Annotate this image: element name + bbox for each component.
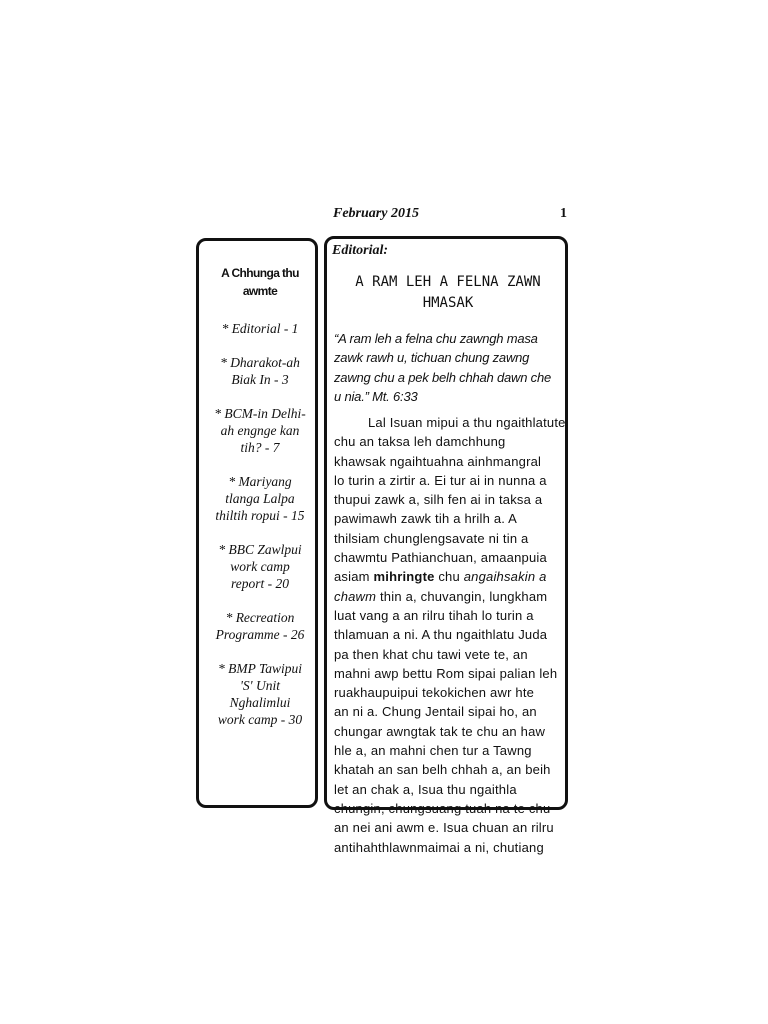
body-line: chungin, chungsuang tuah na te chu: [334, 800, 551, 816]
toc-line: * Dharakot-ah: [220, 355, 300, 370]
editorial-body: [334, 413, 564, 857]
body-line: mahni awp bettu Rom sipai palian leh: [334, 665, 558, 681]
editorial-title-line: A RAM LEH A FELNA ZAWN: [355, 274, 541, 290]
toc-line: tlanga Lalpa: [225, 491, 295, 506]
toc-line: work camp: [230, 559, 290, 574]
toc-line: ah engnge kan: [220, 423, 300, 438]
body-line: hle a, an mahni chen tur a Tawng: [334, 743, 532, 759]
body-line: thilsiam chunglengsavate ni tin a: [334, 530, 529, 546]
body-line: ruakhaupuipui tekokichen awr hte: [334, 685, 535, 701]
body-line: chungar awngtak tak te chu an haw: [334, 723, 546, 739]
toc-item[interactable]: [199, 609, 321, 643]
toc-item[interactable]: [199, 473, 321, 524]
issue-date: February 2015: [333, 206, 419, 221]
body-line: thupui zawk a, silh fen ai in taksa a: [334, 492, 543, 508]
body-line: chu an taksa leh damchhung: [334, 434, 506, 450]
toc-line: * BBC Zawlpui: [218, 542, 302, 557]
toc-line: tih? - 7: [240, 440, 280, 455]
toc-item[interactable]: [199, 541, 321, 592]
body-line: pa then khat chu tawi vete te, an: [334, 646, 528, 662]
body-line: antihahthlawnmaimai a ni, chutiang: [334, 839, 544, 855]
body-line: pawimawh zawk tih a hrilh a. A: [334, 511, 518, 527]
toc-item[interactable]: [199, 354, 321, 388]
toc-line: Biak In - 3: [231, 372, 289, 387]
italic-phrase: angaihsakin a: [463, 569, 547, 585]
body-line: khatah an san belh chhah a, an beih: [334, 762, 551, 778]
editorial-title-line: HMASAK: [422, 295, 474, 311]
toc-item[interactable]: [199, 320, 321, 337]
toc-line: Programme - 26: [215, 627, 305, 642]
body-line: Lal Isuan mipui a thu ngaithlatute: [368, 415, 566, 430]
body-text: thin a, chuvangin, lungkham: [380, 588, 548, 604]
highlighted-word: mihringte: [373, 569, 435, 585]
toc-line: * Mariyang: [228, 474, 292, 489]
body-text: asiam: [334, 569, 370, 585]
contents-heading-line: awmte: [242, 284, 278, 298]
editorial-label: Editorial:: [332, 243, 389, 258]
body-text: chu: [434, 569, 464, 585]
body-line-mixed: [334, 587, 564, 606]
toc-line: report - 20: [231, 576, 289, 591]
toc-line: thiltih ropui - 15: [215, 508, 305, 523]
body-line: lo turin a zirtir a. Ei tur ai in nunna a: [334, 472, 547, 488]
table-of-contents: [199, 320, 321, 745]
scripture-quote: [334, 329, 564, 406]
quote-line: “A ram leh a felna chu zawngh masa: [334, 331, 538, 346]
quote-line: zawng chu a pek belh chhah dawn che: [334, 369, 552, 385]
body-line: thlamuan a ni. A thu ngaithlatu Juda: [334, 627, 548, 643]
quote-line: zawk rawh u, tichuan chung zawng: [334, 350, 530, 366]
toc-item[interactable]: [199, 660, 321, 728]
italic-phrase: chawm: [334, 588, 377, 604]
toc-line: 'S' Unit: [240, 678, 280, 693]
contents-heading: [210, 264, 310, 300]
body-line: khawsak ngaihtuahna ainhmangral: [334, 453, 542, 469]
toc-line: Nghalimlui: [229, 695, 291, 710]
toc-line: work camp - 30: [217, 712, 303, 727]
body-line-mixed: [334, 567, 564, 586]
body-line: an ni a. Chung Jentail sipai ho, an: [334, 704, 537, 720]
body-line: luat vang a an rilru tihah lo turin a: [334, 607, 534, 623]
toc-line: * Editorial - 1: [221, 321, 299, 336]
page-number: 1: [560, 206, 567, 221]
toc-line: * Recreation: [225, 610, 295, 625]
toc-line: * BMP Tawipui: [217, 661, 303, 676]
toc-item[interactable]: [199, 405, 321, 456]
contents-heading-line: A Chhunga thu: [221, 266, 299, 280]
quote-line: u nia.” Mt. 6:33: [334, 388, 418, 404]
body-line: chawmtu Pathianchuan, amaanpuia: [334, 550, 547, 566]
toc-line: * BCM-in Delhi-: [214, 406, 306, 421]
body-line: an nei ani awm e. Isua chuan an rilru: [334, 820, 554, 836]
editorial-title: [334, 272, 562, 314]
body-line: let an chak a, Isua thu ngaithla: [334, 781, 517, 797]
